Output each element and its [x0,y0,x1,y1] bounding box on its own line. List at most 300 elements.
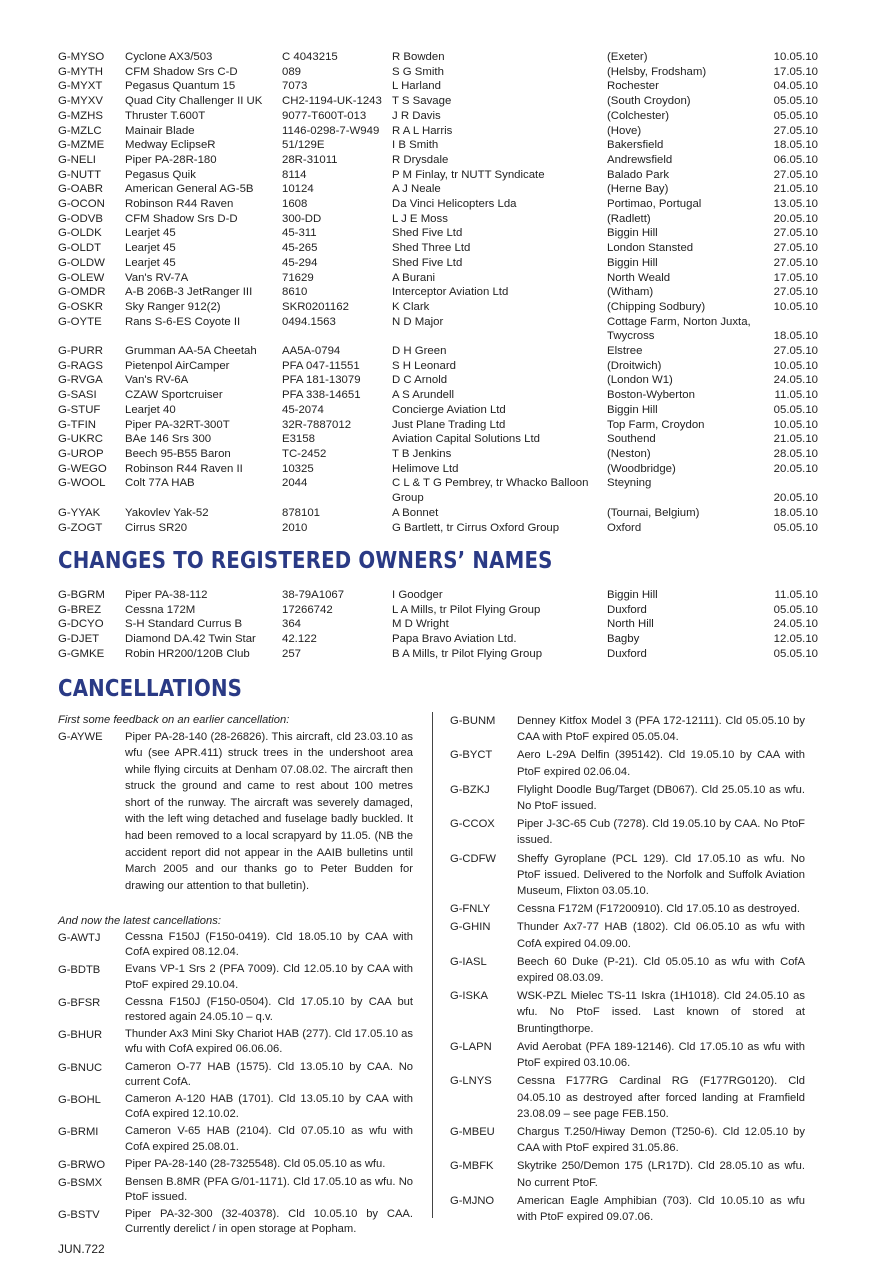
base-location: Elstree [607,345,643,358]
registration: G-NUTT [58,168,102,181]
cancellation-details: Cessna F172M (F17200910). Cld 17.05.10 as destroyed. [517,903,800,916]
serial-number: E3158 [282,433,315,446]
owner-name: Shed Five Ltd [392,227,463,240]
base-location: Steyning [607,477,652,490]
cancellation-entry [450,713,805,746]
cancellation-entry [450,851,805,900]
aircraft-type: Van's RV-7A [125,271,189,284]
aircraft-type: Robin HR200/120B Club [125,647,250,660]
owner-name: K Clark [392,300,430,313]
owner-name: Interceptor Aviation Ltd [392,286,509,299]
registration: G-ODVB [58,212,103,225]
base-location: (Radlett) [607,212,651,225]
cancellation-registration: G-BYCT [450,749,493,762]
cancellation-registration: G-BHUR [58,1029,103,1042]
cancellation-details: Bensen B.8MR (PFA G/01-1171). Cld 17.05.10 as wfu. No PtoF issued. [125,1175,413,1203]
aircraft-type: Learjet 45 [125,227,176,240]
serial-number: 1608 [282,198,308,211]
base-location: (Herne Bay) [607,183,669,196]
registration: G-OYTE [58,315,102,328]
owner-name: Shed Three Ltd [392,242,471,255]
owner-name: G Bartlett, tr Cirrus Oxford Group [392,521,560,534]
base-location: (Woodbridge) [607,462,676,475]
aircraft-type: Thruster T.600T [125,109,206,122]
aircraft-type: CZAW Sportcruiser [125,389,223,402]
cancellation-details: Cessna F150J (F150-0504). Cld 17.05.10 by CAA but restored again 24.05.10 – q.v. [125,995,413,1023]
cancellation-details: Piper PA-28-140 (28-26826). This aircraft, cld 23.03.10 as wfu (see APR.411) struck trees in the undershoot area while flying circuits at Denham 07.08.02. The aircraft then struck the ground and came to rest about 100 metres short of the runway. The aircraft was severely damaged, with the left wing detached and fuselage badly buckled. It had been removed to a local scrapyard by 11.05. (NB the accident report did not appear in the AAIB bulletins until March 2005 and our thanks go to Peter Budden for drawing our attention to that bulletin). [125,730,413,892]
date: 20.05.10 [773,492,818,505]
cancellation-details: Piper J-3C-65 Cub (7278). Cld 19.05.10 by CAA. No PtoF issued. [517,818,805,847]
base-location: Duxford [607,647,647,660]
registration: G-MZHS [58,109,103,122]
cancellation-entry [450,1124,805,1157]
table-row [58,617,818,632]
aircraft-type: Robinson R44 Raven II [125,462,243,475]
date: 27.05.10 [773,227,818,240]
base-location: (Hove) [607,124,642,137]
date: 27.05.10 [773,242,818,255]
registration: G-MYXT [58,80,103,93]
table-row [58,388,818,403]
serial-number: 71629 [282,271,314,284]
cancellation-details: Cessna F150J (F150-0419). Cld 18.05.10 by CAA with CofA expired 08.12.04. [125,930,413,959]
table-row [58,588,818,603]
registration: G-OABR [58,183,103,196]
cancellation-registration: G-MJNO [450,1194,495,1207]
cancellation-details: Piper PA-28-140 (28-7325548). Cld 05.05.10 as wfu. [125,1157,386,1170]
aircraft-type: BAe 146 Srs 300 [125,433,212,446]
date: 17.05.10 [773,271,818,284]
owner-name: P M Finlay, tr NUTT Syndicate [392,168,545,181]
aircraft-type: Pegasus Quantum 15 [125,80,236,93]
owner-name: T S Savage [392,95,452,108]
aircraft-type: Piper PA-28R-180 [125,153,217,166]
serial-number: 089 [282,65,302,78]
date: 05.05.10 [773,603,818,616]
registration: G-WEGO [58,462,107,475]
cancellation-details: Flylight Doodle Bug/Target (DB067). Cld 25.05.10 as wfu. No PtoF issued. [517,783,805,813]
aircraft-type: Cirrus SR20 [125,521,188,534]
base-location: Bakersfield [607,139,664,152]
base-location: Portimao, Portugal [607,198,702,211]
cancellation-registration: G-CCOX [450,818,495,831]
serial-number: 45-311 [282,227,317,240]
owner-name: Da Vinci Helicopters Lda [392,198,517,211]
serial-number: PFA 338-14651 [282,389,361,402]
owner-name: L Harland [392,80,441,93]
serial-number: 8610 [282,286,308,299]
base-location: Top Farm, Croydon [607,418,705,431]
page-reference: JUN.722 [58,1242,105,1256]
serial-number: 10325 [282,462,314,475]
owner-name: R Drysdale [392,153,449,166]
aircraft-type: Piper PA-38-112 [125,589,208,601]
aircraft-type: Grumman AA-5A Cheetah [125,345,257,358]
cancellation-registration: G-BSMX [58,1176,103,1189]
date: 11.05.10 [774,589,818,601]
serial-number: PFA 181-13079 [282,374,361,387]
table-row [58,271,818,286]
base-location: Andrewsfield [607,153,673,166]
table-row [58,65,818,80]
owner-name: Helimove Ltd [392,462,459,475]
registration: G-MZLC [58,124,102,137]
base-location: Biggin Hill [607,589,658,601]
date: 27.05.10 [773,256,818,269]
date: 10.05.10 [773,418,818,431]
cancellation-entry [58,1157,413,1173]
base-location: Bagby [607,633,640,646]
date: 12.05.10 [773,633,818,646]
base-location: Biggin Hill [607,403,658,416]
table-row [58,226,818,241]
aircraft-type: American General AG-5B [125,183,254,196]
base-location: (Colchester) [607,109,670,122]
registrations-table [58,50,818,535]
date: 21.05.10 [773,183,818,196]
cancellation-registration: G-BZKJ [450,783,490,796]
registration: G-OLDK [58,227,102,240]
cancellation-entry [58,1207,413,1237]
serial-number: SKR0201162 [282,300,349,313]
aircraft-type: Cessna 172M [125,603,196,616]
cancellation-registration: G-BRMI [58,1126,99,1139]
owner-name: R A L Harris [392,124,453,137]
serial-number: 38-79A1067 [282,589,345,601]
owner-name: Concierge Aviation Ltd [392,403,506,416]
table-row [58,79,818,94]
table-row [58,168,818,183]
serial-number: 2044 [282,477,308,490]
owner-name: B A Mills, tr Pilot Flying Group [392,647,543,660]
date: 13.05.10 [773,198,818,211]
table-row [58,432,818,447]
table-row [58,212,818,227]
date: 24.05.10 [773,374,818,387]
cancellations-left-column [58,713,413,1240]
table-row [58,418,818,433]
cancellation-details: Avid Aerobat (PFA 189-12146). Cld 17.05.10 as wfu with PtoF expired 03.10.06. [517,1040,805,1070]
owner-name: A Bonnet [392,506,439,519]
owner-name: D C Arnold [392,374,448,387]
date: 05.05.10 [773,647,818,660]
table-row [58,447,818,462]
date: 05.05.10 [773,521,818,534]
date: 20.05.10 [773,462,818,475]
date: 11.05.10 [774,389,818,402]
cancellation-registration: G-BRWO [58,1158,106,1171]
cancellation-registration: G-ISKA [450,990,488,1003]
table-row [58,256,818,271]
cancellation-entry [58,995,413,1025]
serial-number: 45-265 [282,242,318,255]
serial-number: 45-2074 [282,403,324,416]
owner-name: D H Green [392,345,447,358]
aircraft-type: CFM Shadow Srs D-D [125,212,238,225]
registration: G-RVGA [58,374,103,387]
table-row [58,403,818,418]
registration: G-OCON [58,198,105,211]
cancellation-registration: G-IASL [450,955,487,968]
date: 18.05.10 [773,506,818,519]
cancellation-details: American Eagle Amphibian (703). Cld 10.05.10 as wfu with PtoF expired 09.07.06. [517,1194,805,1223]
table-row [58,109,818,124]
cancellation-entry [58,1175,413,1205]
base-location: Rochester [607,80,659,93]
registration: G-PURR [58,345,103,358]
aircraft-type: Piper PA-32RT-300T [125,418,230,431]
cancellation-registration: G-BNUC [58,1061,103,1074]
serial-number: 10124 [282,183,314,196]
serial-number: 257 [282,647,302,660]
aircraft-type: CFM Shadow Srs C-D [125,65,238,78]
table-row [58,506,818,521]
base-location: Southend [607,433,656,446]
base-location: North Weald [607,271,671,284]
date: 24.05.10 [773,618,818,631]
cancellation-entry [450,919,805,952]
registration: G-WOOL [58,477,106,490]
base-location: (Helsby, Frodsham) [607,65,707,78]
cancellation-details: Cameron O-77 HAB (1575). Cld 13.05.10 by CAA. No current CofA. [125,1060,413,1088]
cancellation-registration: G-AYWE [58,730,103,743]
registration: G-SASI [58,389,97,402]
cancellation-registration: G-CDFW [450,852,496,865]
serial-number: 0494.1563 [282,315,336,328]
cancellation-registration: G-BFSR [58,996,101,1009]
cancellation-details: Piper PA-32-300 (32-40378). Cld 10.05.10 by CAA. Currently derelict / in open storage at Popham. [125,1208,413,1236]
registration: G-NELI [58,153,96,166]
cancellation-registration: G-BOHL [58,1093,101,1106]
aircraft-type: Beech 95-B55 Baron [125,447,231,460]
registration: G-BREZ [58,603,102,616]
base-location: (London W1) [607,374,673,387]
table-row [58,603,818,618]
owner-name: I Goodger [392,589,443,601]
serial-number: 28R-31011 [282,153,338,166]
registration: G-ZOGT [58,521,103,534]
registration: G-OSKR [58,300,103,313]
registration: G-DJET [58,633,100,646]
aircraft-type: A-B 206B-3 JetRanger III [125,286,253,299]
cancellations-right-column [450,713,805,1227]
base-location: Duxford [607,603,647,616]
aircraft-type: Colt 77A HAB [125,477,195,490]
cancellation-entry [58,962,413,992]
serial-number: 1146-0298-7-W949 [282,124,380,137]
aircraft-type: Learjet 45 [125,242,176,255]
registration: G-DCYO [58,618,104,631]
cancellation-entry [58,1027,413,1057]
registration: G-TFIN [58,418,96,431]
feedback-list [58,729,413,895]
serial-number: TC-2452 [282,447,327,460]
registration: G-MYTH [58,65,103,78]
table-row [58,153,818,168]
serial-number: 7073 [282,80,308,93]
changes-heading: CHANGES TO REGISTERED OWNERS’ NAMES [58,548,553,574]
aircraft-type: Rans S-6-ES Coyote II [125,315,241,328]
owner-name: M D Wright [392,618,449,631]
column-divider [432,712,433,1218]
table-row [58,50,818,65]
table-row [58,197,818,212]
registration: G-YYAK [58,506,101,519]
owner-name: Shed Five Ltd [392,256,463,269]
cancellation-details: Cessna F177RG Cardinal RG (F177RG0120). Cld 04.05.10 as destroyed after forced landing at Framfield 23.08.09 – see page FEB.150. [517,1075,805,1120]
aircraft-type: Pietenpol AirCamper [125,359,230,372]
date: 18.05.10 [773,330,818,343]
serial-number: 364 [282,618,302,631]
owner-name: L J E Moss [392,212,448,225]
cancellation-registration: G-GHIN [450,921,491,934]
base-location: London Stansted [607,242,694,255]
cancellation-registration: G-BUNM [450,715,496,727]
owner-changes-table [58,588,818,662]
base-location: (Exeter) [607,51,648,63]
latest-intro: And now the latest cancellations: [58,915,221,928]
date: 27.05.10 [773,124,818,137]
serial-number: PFA 047-11551 [282,359,360,372]
registration: G-RAGS [58,359,103,372]
owner-name: Aviation Capital Solutions Ltd [392,433,540,446]
cancellation-entry [58,1124,413,1154]
owner-name: A J Neale [392,183,441,196]
table-row [58,373,818,388]
owner-name: R Bowden [392,51,445,63]
cancellation-details: Evans VP-1 Srs 2 (PFA 7009). Cld 12.05.10 by CAA with PtoF expired 29.10.04. [125,963,413,991]
base-location: Balado Park [607,168,670,181]
owner-name: N D Major [392,315,444,328]
cancellation-registration: G-BSTV [58,1209,100,1222]
serial-number: CH2-1194-UK-1243 [282,95,382,108]
cancellation-entry [58,930,413,960]
cancellation-entry [450,782,805,815]
serial-number: 17266742 [282,603,333,616]
aircraft-type: Robinson R44 Raven [125,198,234,211]
cancellation-registration: G-MBEU [450,1125,495,1138]
registration: G-GMKE [58,647,105,660]
aircraft-type: Diamond DA.42 Twin Star [125,633,256,646]
aircraft-type: Sky Ranger 912(2) [125,300,221,313]
registration: G-MYXV [58,95,103,108]
date: 05.05.10 [773,95,818,108]
table-row [58,647,818,662]
cancellation-list-right [450,713,805,1225]
cancellation-entry [450,1073,805,1122]
cancellations-heading: CANCELLATIONS [58,676,243,702]
base-location: Biggin Hill [607,256,658,269]
cancellation-details: Beech 60 Duke (P-21). Cld 05.05.10 as wfu with CofA expired 08.03.09. [517,955,805,985]
table-row [58,285,818,300]
base-location: (Witham) [607,286,654,299]
registration: G-OLDW [58,256,105,269]
serial-number: C 4043215 [282,51,338,63]
registration: G-BGRM [58,589,105,601]
cancellation-details: Cameron V-65 HAB (2104). Cld 07.05.10 as wfu with CofA expired 25.08.01. [125,1125,413,1153]
cancellation-registration: G-LNYS [450,1075,492,1088]
cancellation-entry [450,954,805,987]
cancellation-details: Thunder Ax7-77 HAB (1802). Cld 06.05.10 as wfu with CofA expired 04.09.00. [517,921,805,950]
aircraft-type: Pegasus Quik [125,168,196,181]
cancellation-entry [58,1060,413,1090]
cancellation-entry [58,1092,413,1122]
cancellation-details: Skytrike 250/Demon 175 (LR17D). Cld 28.05.10 as wfu. No current PtoF. [517,1160,805,1189]
cancellation-entry [450,747,805,780]
cancellation-registration: G-FNLY [450,903,491,916]
date: 18.05.10 [773,139,818,152]
aircraft-type: Van's RV-6A [125,374,189,387]
table-row [58,344,818,359]
date: 17.05.10 [773,65,818,78]
aircraft-type: Yakovlev Yak-52 [125,506,209,519]
serial-number: 878101 [282,506,321,519]
owner-name: A S Arundell [392,389,455,402]
registration: G-UROP [58,447,104,460]
date: 27.05.10 [773,168,818,181]
date: 06.05.10 [773,153,818,166]
table-row [58,241,818,256]
base-location: (South Croydon) [607,95,691,108]
registration: G-MZME [58,139,105,152]
date: 28.05.10 [773,447,818,460]
base-location: Cottage Farm, Norton Juxta, Twycross [607,315,751,343]
date: 27.05.10 [773,345,818,358]
table-row [58,632,818,647]
base-location: (Neston) [607,447,651,460]
table-row [58,476,818,505]
base-location: North Hill [607,618,654,631]
owner-name: Just Plane Trading Ltd [392,418,506,431]
cancellation-entry [450,1039,805,1072]
owner-name: Papa Bravo Aviation Ltd. [392,633,517,646]
table-row [58,462,818,477]
cancellation-details: Chargus T.250/Hiway Demon (T250-6). Cld 12.05.10 by CAA with PtoF expired 31.05.86. [517,1125,805,1155]
registration: G-OLDT [58,242,102,255]
table-row [58,124,818,139]
aircraft-type: Cyclone AX3/503 [125,51,213,63]
aircraft-type: Learjet 40 [125,403,176,416]
serial-number: 42.122 [282,633,317,646]
table-row [58,138,818,153]
serial-number: 9077-T600T-013 [282,109,367,122]
aircraft-type: Mainair Blade [125,124,195,137]
cancellation-registration: G-BDTB [58,964,101,977]
owner-name: C L & T G Pembrey, tr Whacko Balloon Group [392,477,589,505]
owner-name: T B Jenkins [392,447,452,460]
cancellation-details: WSK-PZL Mielec TS-11 Iskra (1H1018). Cld 24.05.10 as wfu. No PtoF issed. Last known of stored at Bruntingthorpe. [517,990,805,1035]
cancellation-registration: G-MBFK [450,1160,494,1173]
owner-name: S H Leonard [392,359,456,372]
cancellation-details: Aero L-29A Delfin (395142). Cld 19.05.10 by CAA with PtoF expired 02.06.04. [517,749,805,778]
cancellation-list-left [58,930,413,1238]
serial-number: 51/129E [282,139,325,152]
registration: G-STUF [58,403,101,416]
cancellation-details: Sheffy Gyroplane (PCL 129). Cld 17.05.10 as wfu. No PtoF issued. Delivered to the Norfolk and Suffolk Aviation Museum, Flixton 03.05.10. [517,852,805,898]
cancellation-entry [450,816,805,849]
base-location: (Tournai, Belgium) [607,506,700,519]
aircraft-type: Learjet 45 [125,256,176,269]
cancellation-registration: G-LAPN [450,1040,492,1053]
date: 27.05.10 [773,286,818,299]
registration: G-OLEW [58,271,105,284]
serial-number: 45-294 [282,256,318,269]
owner-name: J R Davis [392,109,441,122]
cancellation-details: Thunder Ax3 Mini Sky Chariot HAB (277). Cld 17.05.10 as wfu with CofA expired 06.06.06. [125,1028,413,1056]
serial-number: AA5A-0794 [282,345,341,358]
base-location: (Droitwich) [607,359,662,372]
cancellation-entry [450,1158,805,1191]
